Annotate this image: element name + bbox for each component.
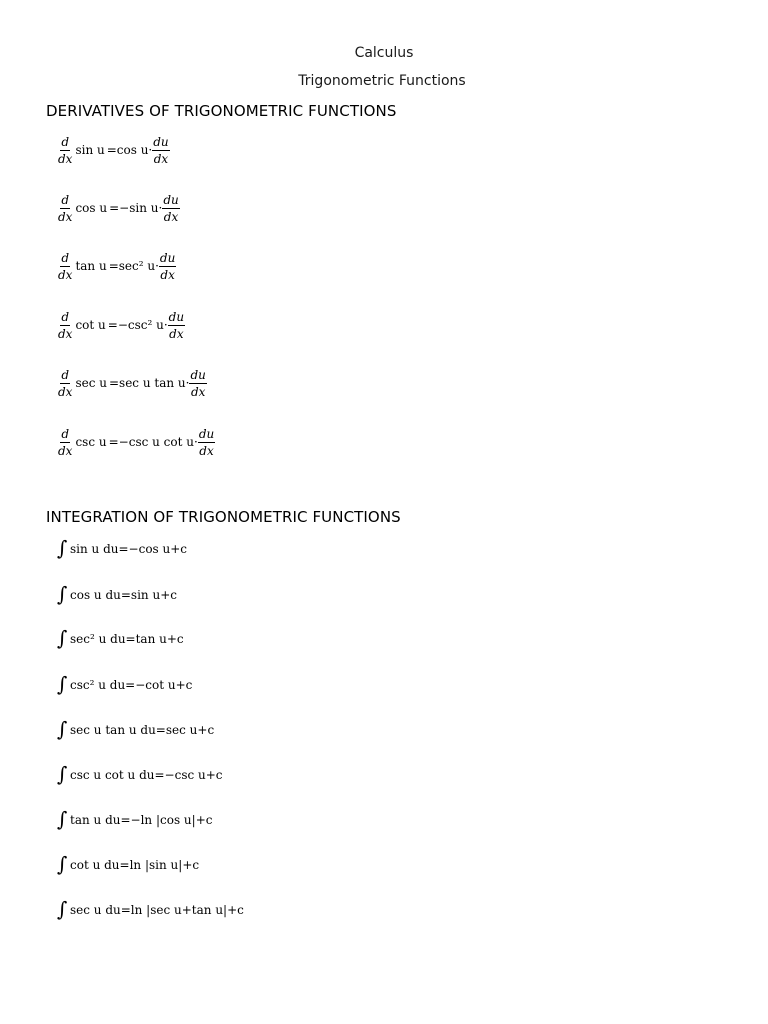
integral-formula	[57, 717, 214, 743]
du-dx-fraction: $\frac{du}{dx}$	[163, 192, 179, 224]
integral-expression: csc² u du=−cot u+c	[70, 678, 193, 692]
d-dx-fraction: $\frac{d}{dx}$	[58, 367, 73, 399]
derivative-lhs: csc u	[75, 435, 107, 449]
integration-heading: INTEGRATION OF TRIGONOMETRIC FUNCTIONS	[46, 508, 401, 526]
integral-formula	[57, 852, 199, 878]
integral-formula	[57, 536, 187, 562]
document-subtitle: Trigonometric Functions	[298, 73, 466, 89]
integral-formula	[57, 897, 244, 923]
integral-sign-icon: ∫	[57, 626, 68, 650]
integral-formula	[57, 582, 177, 608]
integral-sign-icon: ∫	[57, 762, 68, 786]
integral-expression: sin u du=−cos u+c	[70, 542, 188, 556]
integral-formula	[57, 807, 212, 833]
du-dx-fraction: $\frac{du}{dx}$	[168, 309, 185, 341]
integral-expression: sec u du=ln |sec u+tan u|+c	[70, 903, 244, 917]
derivative-formula-sin	[57, 132, 172, 168]
d-dx-fraction: $\frac{d}{dx}$	[58, 250, 73, 282]
derivative-rhs: =cos u·	[106, 143, 153, 157]
d-dx-fraction: $\frac{d}{dx}$	[58, 426, 73, 458]
derivative-rhs: =−sin u·	[109, 201, 163, 215]
derivative-rhs: =−csc² u·	[107, 318, 168, 332]
derivative-lhs: cot u	[75, 318, 106, 332]
d-dx-fraction: $\frac{d}{dx}$	[58, 134, 73, 166]
integral-expression: cot u du=ln |sin u|+c	[70, 858, 200, 872]
integral-expression: tan u du=−ln |cos u|+c	[70, 813, 213, 827]
integral-sign-icon: ∫	[57, 807, 68, 831]
derivative-formula-sec	[57, 365, 209, 401]
derivative-rhs: =−csc u cot u·	[108, 435, 198, 449]
integral-sign-icon: ∫	[57, 672, 68, 696]
derivative-rhs: =sec u tan u·	[108, 376, 190, 390]
integral-formula	[57, 672, 192, 698]
derivative-lhs: sec u	[75, 376, 107, 390]
integral-expression: sec² u du=tan u+c	[70, 632, 184, 646]
derivative-rhs: =sec² u·	[108, 259, 159, 273]
integral-sign-icon: ∫	[57, 897, 68, 921]
d-dx-fraction: $\frac{d}{dx}$	[58, 309, 73, 341]
du-dx-fraction: $\frac{du}{dx}$	[190, 367, 206, 399]
du-dx-fraction: $\frac{du}{dx}$	[153, 134, 169, 166]
d-dx-fraction: $\frac{d}{dx}$	[58, 192, 73, 224]
derivative-lhs: tan u	[75, 259, 107, 273]
derivative-formula-cos	[57, 190, 182, 226]
integral-expression: sec u tan u du=sec u+c	[70, 723, 215, 737]
integral-formula	[57, 626, 184, 652]
derivative-formula-csc	[57, 424, 217, 460]
derivative-lhs: sin u	[75, 143, 105, 157]
integral-sign-icon: ∫	[57, 536, 68, 560]
integral-sign-icon: ∫	[57, 852, 68, 876]
derivative-formula-cot	[57, 307, 187, 343]
du-dx-fraction: $\frac{du}{dx}$	[198, 426, 215, 458]
integral-formula	[57, 762, 223, 788]
derivative-formula-tan	[57, 248, 178, 284]
derivatives-heading: DERIVATIVES OF TRIGONOMETRIC FUNCTIONS	[46, 102, 397, 120]
integral-expression: cos u du=sin u+c	[70, 588, 177, 602]
integral-sign-icon: ∫	[57, 717, 68, 741]
derivative-lhs: cos u	[75, 201, 108, 215]
document-title: Calculus	[354, 45, 414, 61]
integral-sign-icon: ∫	[57, 582, 68, 606]
integral-expression: csc u cot u du=−csc u+c	[70, 768, 223, 782]
du-dx-fraction: $\frac{du}{dx}$	[159, 250, 176, 282]
